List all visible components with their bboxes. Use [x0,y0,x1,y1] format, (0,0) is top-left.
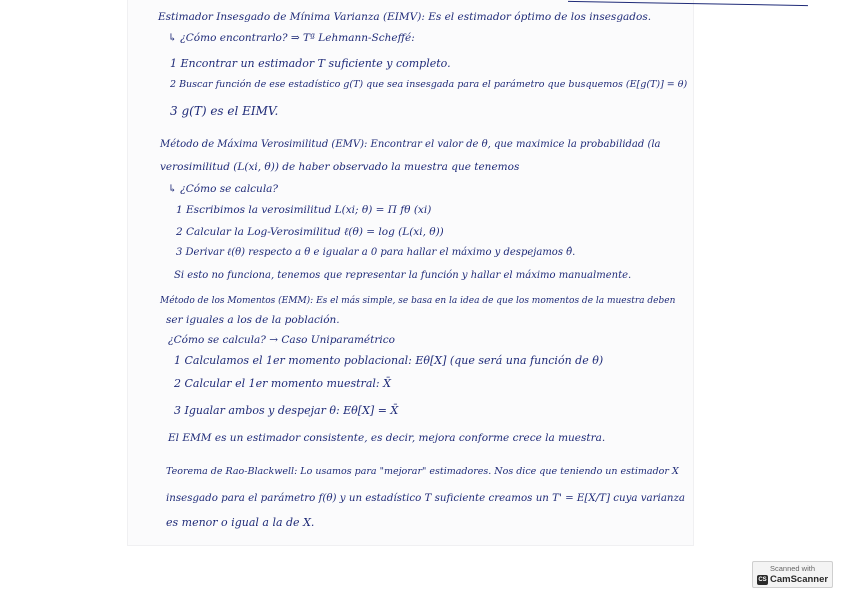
note-line-emv-fallback: Si esto no funciona, tenemos que representar la función y hallar el máximo manualmente. [174,270,632,281]
camscanner-badge [752,561,833,588]
note-line-lehmann-scheffe: ↳ ¿Cómo encontrarlo? ⇒ Tª Lehmann-Scheffé: [168,32,415,44]
note-line-rao-blackwell-body: insesgado para el parámetro f(θ) y un estadístico T suficiente creamos un T' = E[X/T] cuya varianza [166,492,686,504]
notebook-sheet [128,0,693,545]
note-line-rao-blackwell-title: Teorema de Rao-Blackwell: Lo usamos para "mejorar" estimadores. Nos dice que teniendo un estimador X [166,466,679,477]
note-line-eimv-step2: 2 Buscar función de ese estadístico g(T) que sea insesgada para el parámetro que busquemos (E[g(T)] = θ) [170,79,688,90]
note-line-emm-step3: 3 Igualar ambos y despejar θ: Eθ[X] = X̄ [174,404,399,417]
note-line-emv-step2: 2 Calcular la Log-Verosimilitud ℓ(θ) = log (L(xi, θ)) [176,226,444,238]
note-line-rao-blackwell-end: es menor o igual a la de X. [166,516,315,529]
note-line-emm-question: ¿Cómo se calcula? → Caso Uniparamétrico [168,334,395,346]
camscanner-logo-icon: CS [758,577,767,583]
camscanner-brand-label: CamScanner [770,574,829,585]
note-line-emv-step1: 1 Escribimos la verosimilitud L(xi; θ) = Π fθ (xi) [176,204,432,216]
note-line-emv-step3: 3 Derivar ℓ(θ) respecto a θ e igualar a 0 para hallar el máximo y despejamos θ̂. [176,247,576,258]
note-line-emm-step2: 2 Calcular el 1er momento muestral: X̄ [174,377,391,390]
note-line-emv-question: ↳ ¿Cómo se calcula? [168,183,279,195]
note-line-emv-title: Método de Máxima Verosimilitud (EMV): Encontrar el valor de θ, que maximice la probabilidad (la [160,139,661,150]
note-line-eimv-title: Estimador Insesgado de Mínima Varianza (EIMV): Es el estimador óptimo de los insesgados. [158,11,652,23]
note-line-eimv-step1: 1 Encontrar un estimador T suficiente y completo. [170,57,451,70]
note-line-emm-title: Método de los Momentos (EMM): Es el más simple, se basa en la idea de que los momentos de la muestra deben [160,296,676,306]
note-line-emv-definition: verosimilitud (L(xi, θ)) de haber observado la muestra que tenemos [160,161,520,173]
note-line-emm-step1: 1 Calculamos el 1er momento poblacional: Eθ[X] (que será una función de θ) [174,354,604,367]
scanned-with-label: Scanned with [769,564,816,573]
note-line-emm-definition: ser iguales a los de la población. [166,314,340,326]
note-line-emm-consistency: El EMM es un estimador consistente, es decir, mejora conforme crece la muestra. [168,432,606,444]
sheet-top-rule [568,1,808,6]
note-line-eimv-step3: 3 g(T) es el EIMV. [170,104,279,118]
